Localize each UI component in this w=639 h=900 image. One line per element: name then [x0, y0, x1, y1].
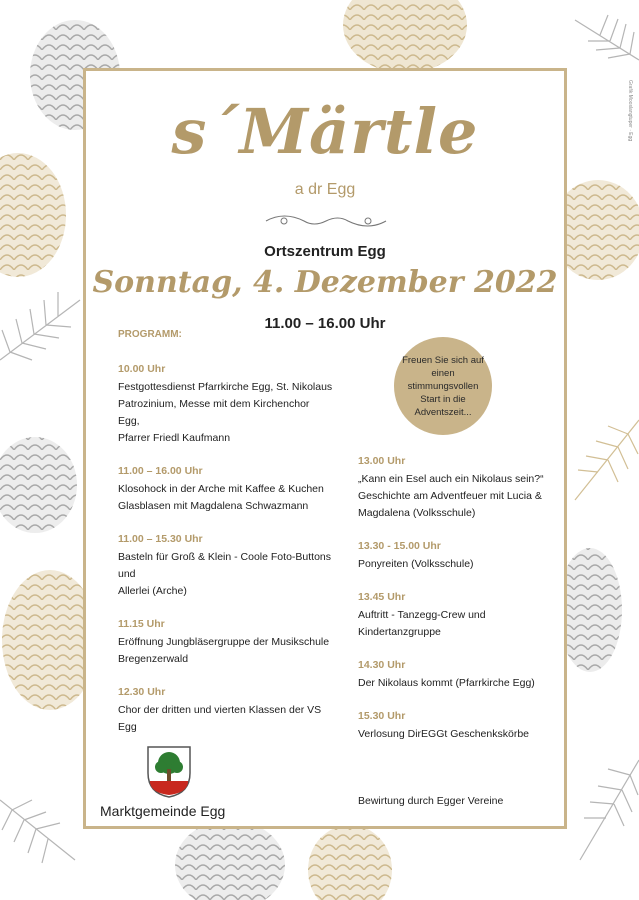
pine-cone-icon: [0, 437, 77, 533]
advent-badge: [394, 337, 492, 435]
ornament-divider-icon: [264, 213, 388, 229]
program-item-time: 11.00 – 15.30 Uhr: [118, 533, 203, 545]
event-date: Sonntag, 4. Dezember 2022: [92, 265, 558, 300]
program-item-desc: Ponyreiten (Volksschule): [358, 558, 474, 570]
graphic-credit: Grafik Mooslangtuper · Egg: [627, 80, 633, 142]
program-item-desc: Der Nikolaus kommt (Pfarrkirche Egg): [358, 677, 535, 689]
program-list-right: [358, 455, 573, 761]
pine-cone-icon: [308, 825, 392, 900]
program-list-left: [118, 363, 333, 754]
program-item-desc: „Kann ein Esel auch ein Nikolaus sein?“ Geschichte am Adventfeuer mit Lucia & Magdalena (Volksschule): [358, 473, 544, 519]
program-item-time: 12.30 Uhr: [118, 686, 166, 698]
program-item: [358, 591, 573, 641]
advent-badge-text: Freuen Sie sich auf einen stimmungsvollen Start in die Adventszeit...: [402, 354, 484, 418]
pine-cone-icon: [343, 0, 467, 73]
pine-cone-icon: [0, 153, 66, 277]
pine-branch-icon: [575, 420, 639, 500]
program-item-time: 14.30 Uhr: [358, 659, 406, 671]
event-location: Ortszentrum Egg: [264, 243, 386, 260]
program-item-time: 10.00 Uhr: [118, 363, 166, 375]
municipality-name: Marktgemeinde Egg: [100, 803, 226, 819]
program-item: [358, 540, 573, 573]
program-item: [358, 659, 573, 692]
event-time: 11.00 – 16.00 Uhr: [264, 315, 386, 332]
program-item-time: 11.00 – 16.00 Uhr: [118, 465, 203, 477]
pine-cone-icon: [175, 820, 285, 900]
program-item-time: 13.30 - 15.00 Uhr: [358, 540, 441, 552]
program-item-desc: Auftritt - Tanzegg-Crew und Kindertanzgruppe: [358, 609, 486, 638]
program-heading: PROGRAMM:: [118, 329, 182, 340]
program-item: [118, 465, 333, 515]
program-item-desc: Basteln für Groß & Klein - Coole Foto-Buttons und Allerlei (Arche): [118, 551, 332, 597]
program-item: [118, 686, 333, 736]
program-item: [118, 618, 333, 668]
program-item: [118, 363, 333, 447]
catering-note: Bewirtung durch Egger Vereine: [358, 795, 504, 807]
coat-of-arms-icon: [146, 745, 192, 799]
program-item-time: 13.45 Uhr: [358, 591, 406, 603]
event-subtitle: a dr Egg: [294, 181, 356, 198]
event-title: s´Märtle: [171, 95, 479, 168]
program-item-desc: Verlosung DirEGGt Geschenkskörbe: [358, 728, 529, 740]
program-item: [358, 455, 573, 522]
program-item-time: 15.30 Uhr: [358, 710, 406, 722]
program-item-desc: Klosohock in der Arche mit Kaffee & Kuchen Glasblasen mit Magdalena Schwazmann: [118, 483, 324, 512]
program-item-desc: Festgottesdienst Pfarrkirche Egg, St. Nikolaus Patrozinium, Messe mit dem Kirchenchor Egg, Pfarrer Friedl Kaufmann: [118, 381, 333, 444]
program-item: [358, 710, 573, 743]
event-poster-card: [83, 68, 567, 829]
program-item: [118, 533, 333, 600]
program-item-desc: Eröffnung Jungbläsergruppe der Musikschule Bregenzerwald: [118, 636, 330, 665]
program-item-desc: Chor der dritten und vierten Klassen der VS Egg: [118, 704, 322, 733]
program-item-time: 13.00 Uhr: [358, 455, 406, 467]
program-item-time: 11.15 Uhr: [118, 618, 165, 630]
